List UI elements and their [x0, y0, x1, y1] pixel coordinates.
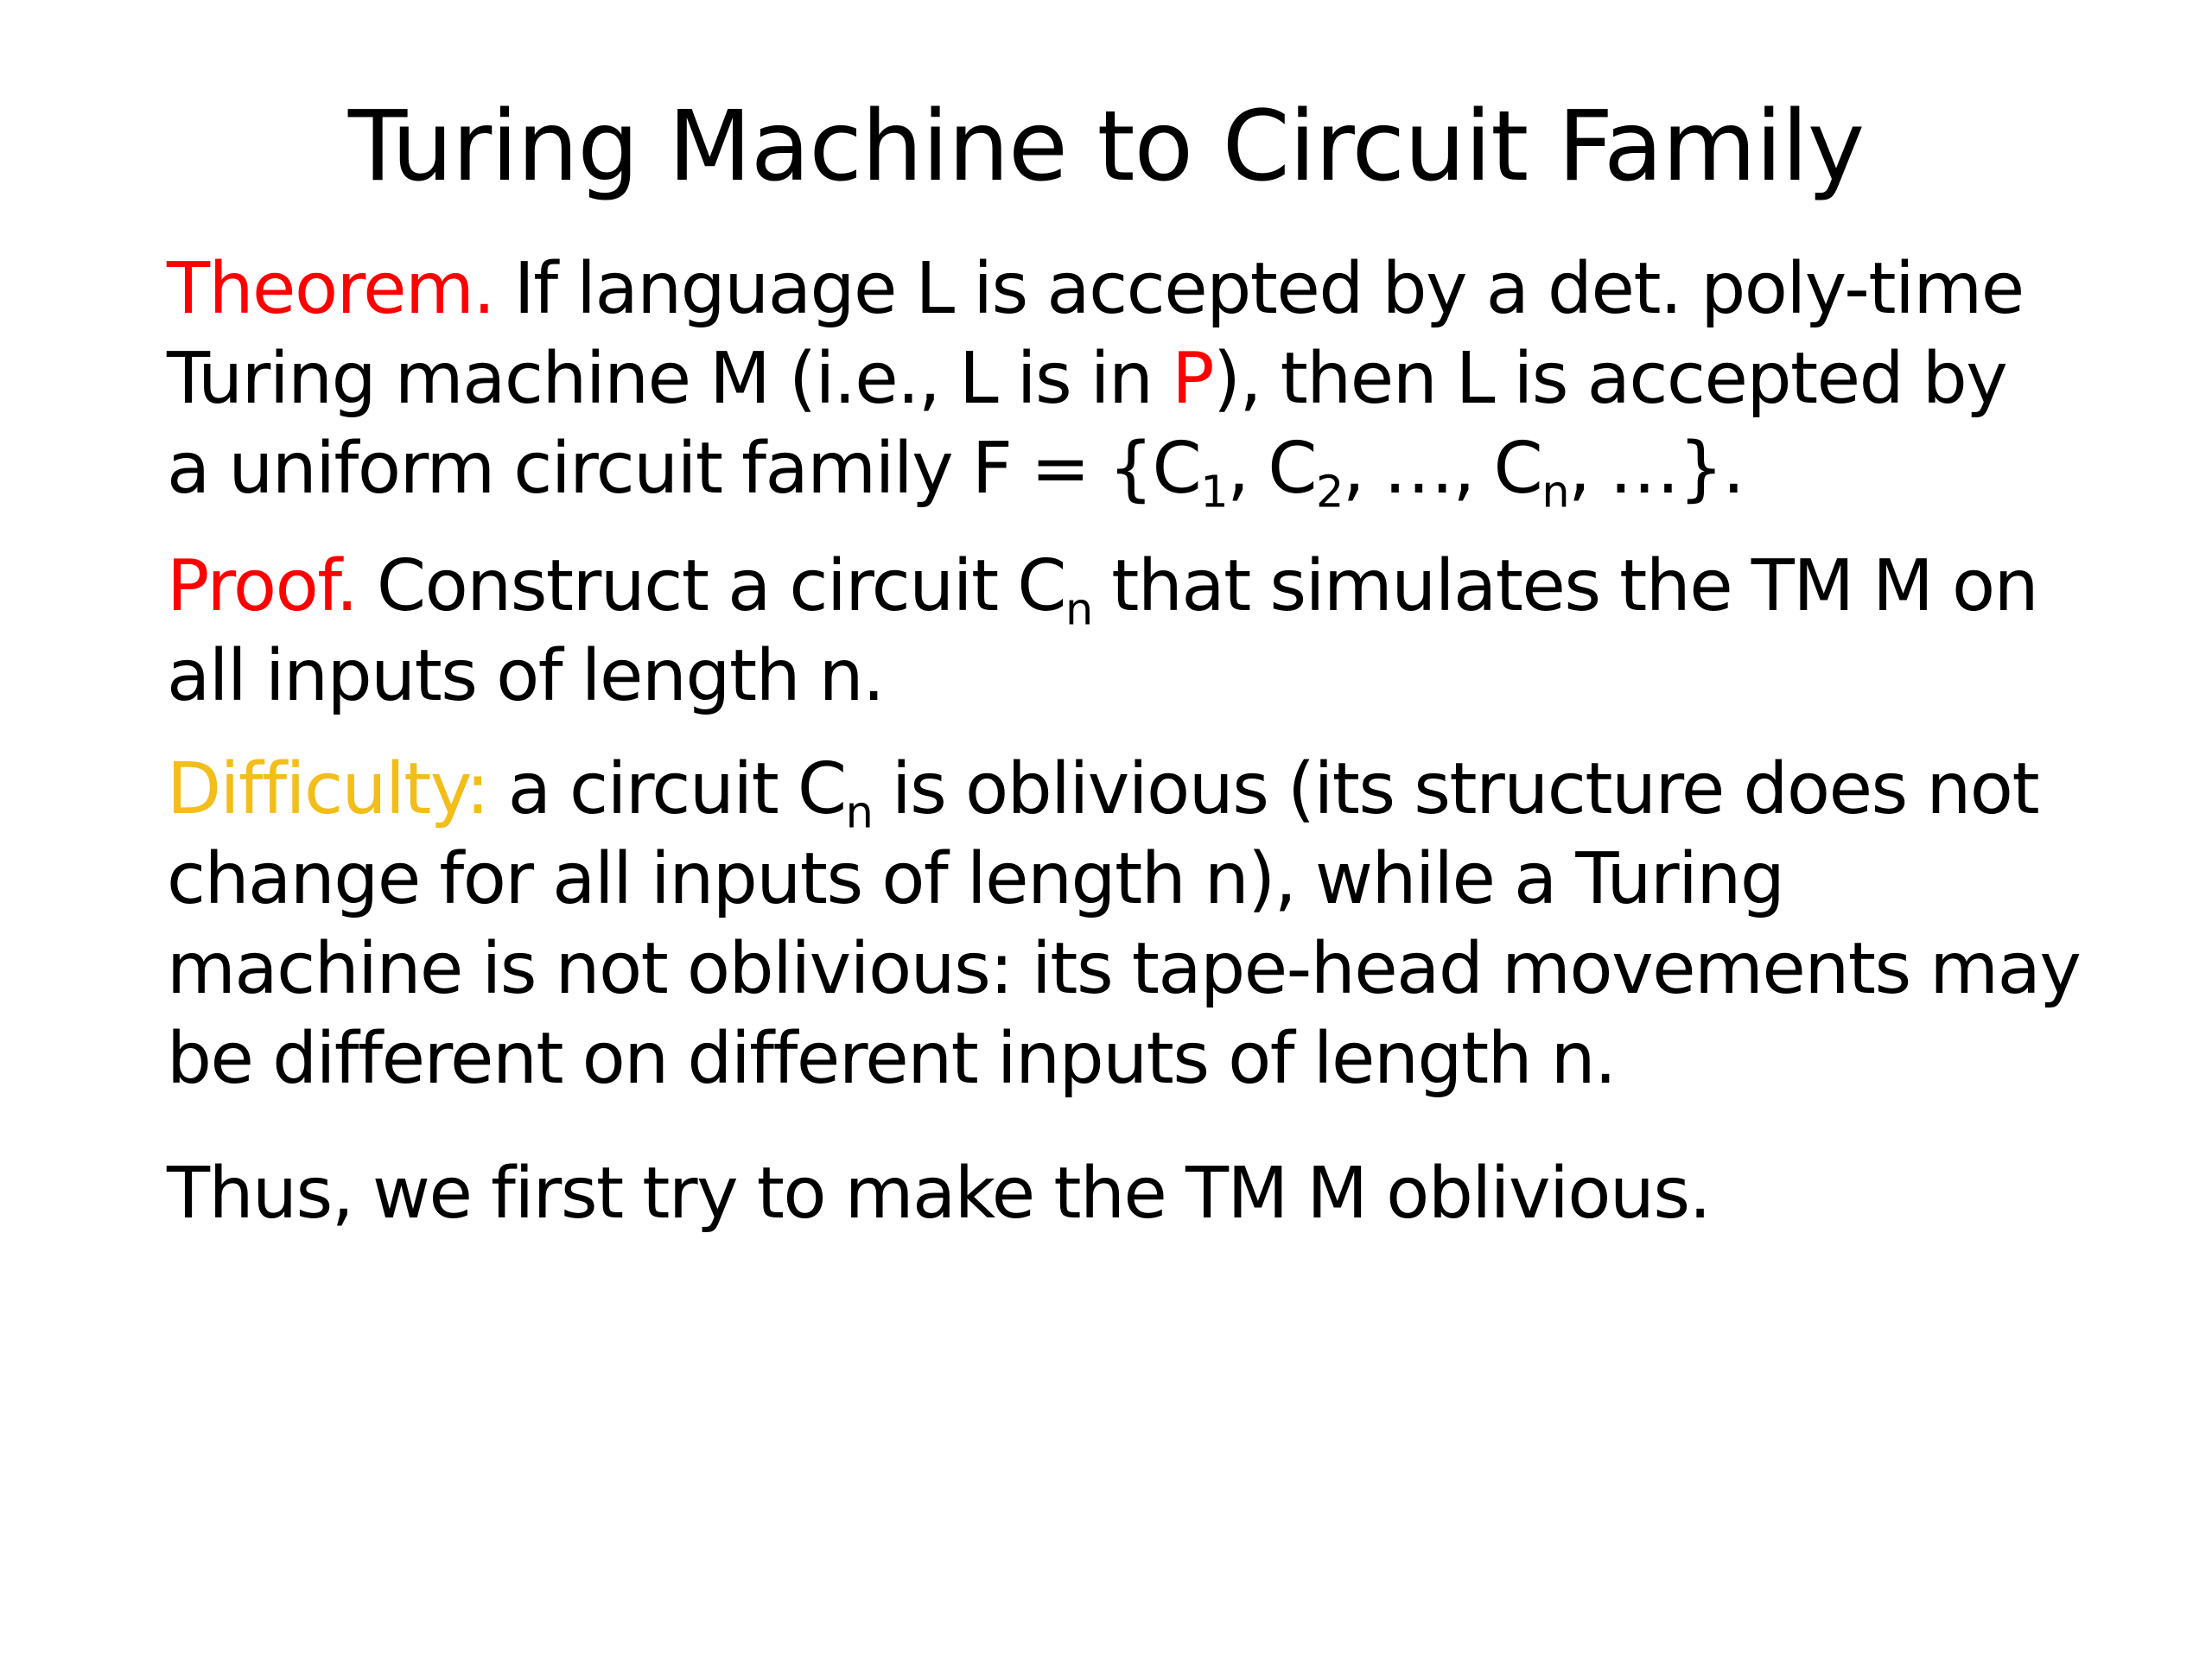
conclusion-paragraph — [167, 1149, 2137, 1239]
theorem-paragraph — [167, 245, 2137, 518]
difficulty-text-1a: a circuit C — [507, 748, 846, 830]
subscript-1: 1 — [1200, 466, 1228, 518]
subscript-n: n — [845, 786, 873, 838]
subscript-n: n — [1065, 583, 1092, 635]
theorem-text-2a: Turing machine M (i.e., L is in — [167, 338, 1173, 420]
theorem-text-3c: , …, C — [1342, 428, 1542, 510]
difficulty-line-1 — [167, 745, 2137, 838]
proof-label: Proof. — [167, 545, 358, 627]
subscript-2: 2 — [1315, 466, 1343, 518]
proof-line-1 — [167, 542, 2137, 635]
theorem-line-2 — [167, 334, 2137, 424]
difficulty-paragraph — [167, 745, 2137, 1104]
theorem-text-2b: ), then L is accepted by — [1213, 338, 2007, 420]
difficulty-line-3: machine is not oblivious: its tape-head movements may — [167, 928, 2081, 1010]
difficulty-label: Difficulty: — [167, 748, 489, 830]
theorem-text-3b: , C — [1227, 428, 1316, 510]
theorem-label: Theorem. — [167, 248, 494, 330]
difficulty-line-2: change for all inputs of length n), while a Turing — [167, 838, 1784, 920]
theorem-text-3a: a uniform circuit family F = {C — [167, 428, 1201, 510]
subscript-n: n — [1541, 466, 1569, 518]
complexity-class-p: P — [1172, 338, 1214, 420]
proof-text-1a: Construct a circuit C — [376, 545, 1065, 627]
difficulty-line-4: be different on different inputs of length n. — [167, 1018, 1616, 1100]
conclusion-line: Thus, we first try to make the TM M oblivious. — [167, 1153, 1711, 1235]
theorem-line-1 — [167, 245, 2137, 334]
proof-paragraph — [167, 542, 2137, 721]
proof-line-2: all inputs of length n. — [167, 635, 884, 717]
theorem-text-3d: , …}. — [1568, 428, 1744, 510]
theorem-line-3 — [167, 424, 2137, 518]
theorem-text-1: If language L is accepted by a det. poly-time — [513, 248, 2024, 330]
slide-title: Turing Machine to Circuit Family — [347, 91, 1865, 203]
proof-text-1b: that simulates the TM M on — [1091, 545, 2038, 627]
difficulty-text-1b: is oblivious (its structure does not — [872, 748, 2039, 830]
